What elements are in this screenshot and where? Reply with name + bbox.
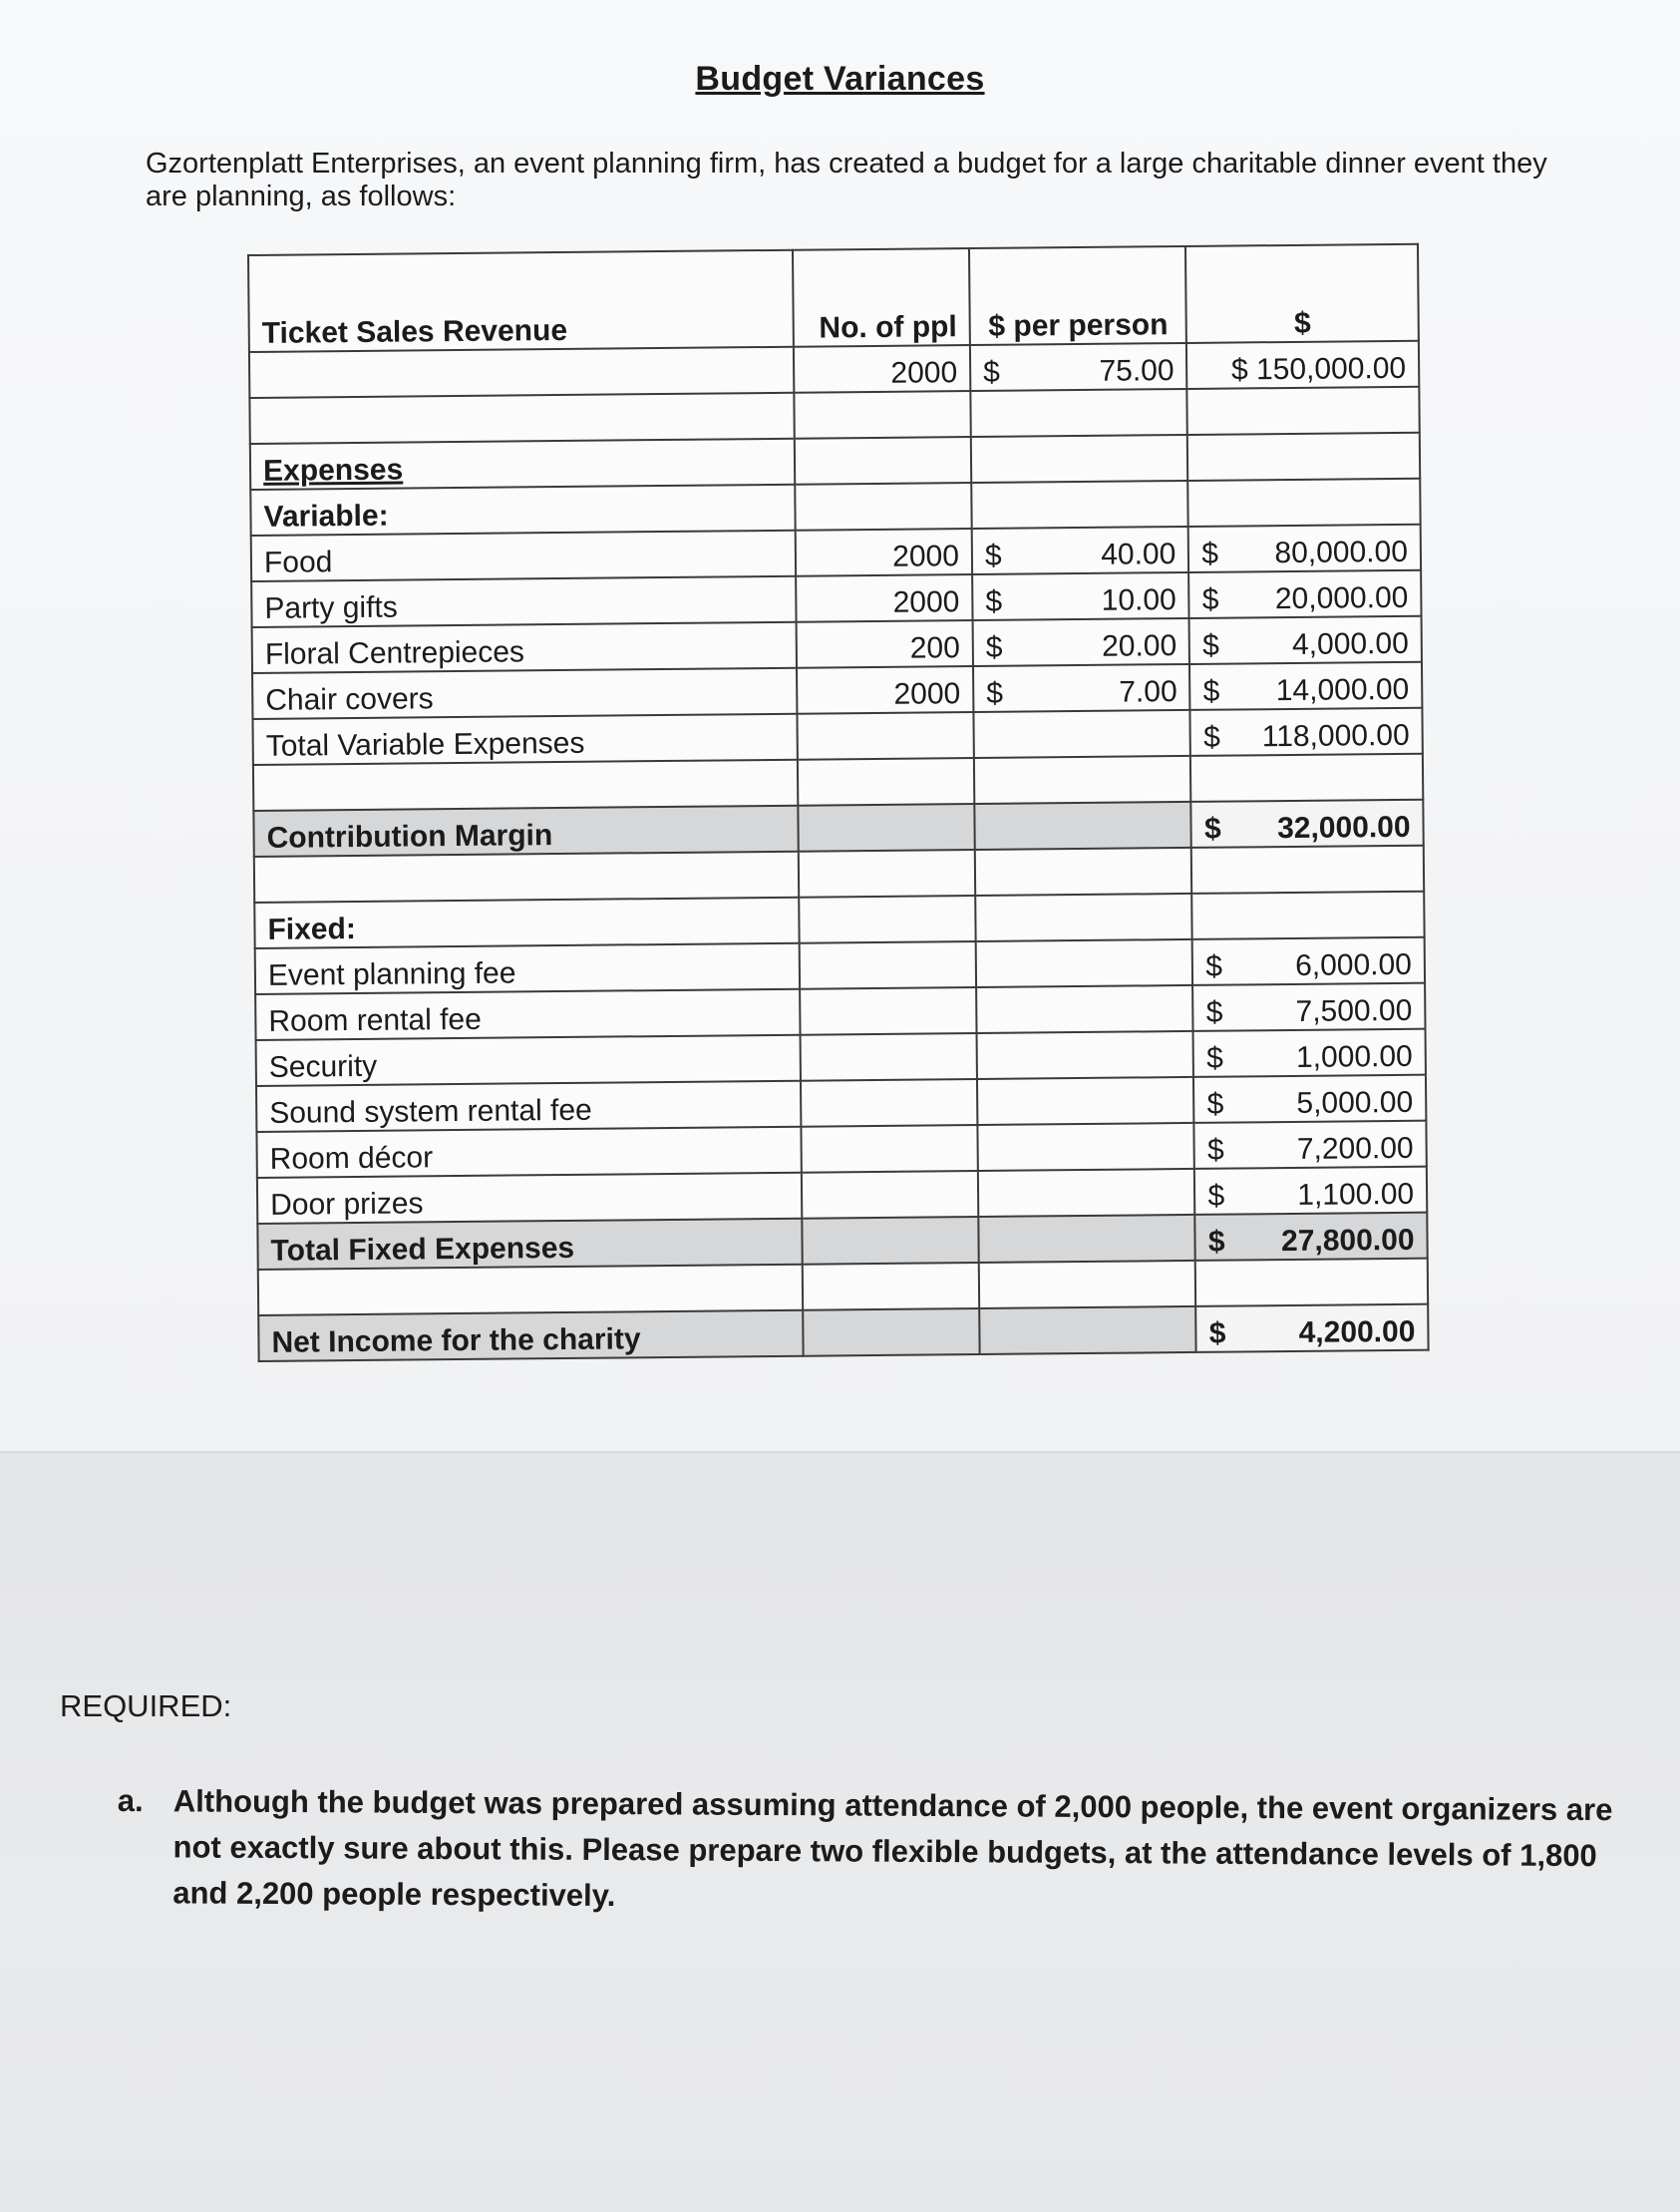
net-income-label: Net Income for the charity (258, 1310, 803, 1361)
row-label: Chair covers (252, 668, 797, 719)
row-qty: 200 (797, 620, 973, 668)
row-qty: 2000 (797, 666, 973, 714)
row-amount-symbol: $ (1206, 1041, 1224, 1075)
budget-table (247, 243, 1430, 1362)
variable-heading: Variable: (250, 485, 795, 536)
row-label: Party gifts (251, 576, 796, 627)
row-qty: 2000 (796, 574, 972, 622)
row-amount-symbol: $ (1202, 628, 1220, 662)
row-amount-symbol: $ (1202, 674, 1220, 708)
row-amount-symbol: $ (1206, 1133, 1224, 1167)
header-row (248, 244, 1419, 352)
row-rate: 10.00 (1101, 583, 1176, 617)
row-rate: 20.00 (1101, 629, 1177, 663)
net-income-row (258, 1304, 1428, 1361)
total-variable-label: Total Variable Expenses (252, 714, 797, 765)
contribution-margin-symbol: $ (1203, 812, 1221, 846)
revenue-spacer (249, 347, 794, 398)
revenue-rate: 75.00 (1099, 354, 1175, 388)
row-rate: 7.00 (1119, 675, 1177, 709)
total-variable-amount: 118,000.00 (1261, 718, 1410, 754)
row-amount-symbol: $ (1201, 582, 1219, 616)
expenses-heading: Expenses (250, 439, 795, 490)
row-rate-symbol: $ (985, 630, 1003, 664)
row-amount-symbol: $ (1205, 949, 1223, 983)
contribution-margin-amount: 32,000.00 (1276, 810, 1411, 846)
row-label: Event planning fee (255, 943, 800, 994)
net-income-symbol: $ (1208, 1316, 1226, 1350)
row-label: Room rental fee (255, 989, 800, 1040)
row-label: Floral Centrepieces (252, 622, 797, 673)
row-amount: 4,000.00 (1291, 626, 1409, 661)
question-a (117, 1778, 1623, 1925)
header-amount: $ (1185, 244, 1419, 343)
row-rate-symbol: $ (986, 676, 1004, 710)
revenue-label: Ticket Sales Revenue (248, 250, 794, 352)
row-label: Door prizes (257, 1173, 802, 1224)
row-qty: 2000 (796, 529, 972, 576)
row-label: Room décor (256, 1127, 801, 1178)
contribution-margin-label: Contribution Margin (253, 806, 798, 857)
fixed-heading: Fixed: (254, 898, 799, 948)
total-fixed-label: Total Fixed Expenses (257, 1219, 802, 1270)
row-label: Sound system rental fee (256, 1081, 801, 1132)
row-amount-symbol: $ (1206, 1087, 1224, 1121)
revenue-rate-cell (970, 343, 1187, 391)
row-amount: 5,000.00 (1296, 1085, 1414, 1120)
net-income-amount: 4,200.00 (1298, 1314, 1416, 1349)
required-label: REQUIRED: (60, 1688, 232, 1723)
question-a-marker: a. (117, 1782, 144, 1819)
row-amount: 7,200.00 (1296, 1131, 1414, 1166)
row-amount: 1,100.00 (1297, 1177, 1415, 1212)
row-amount-symbol: $ (1207, 1179, 1225, 1213)
row-label: Security (256, 1035, 801, 1086)
revenue-rate-symbol: $ (983, 355, 1001, 389)
total-variable-symbol: $ (1202, 720, 1220, 754)
revenue-total: $ 150,000.00 (1186, 341, 1419, 389)
row-amount-symbol: $ (1201, 537, 1219, 570)
row-amount: 1,000.00 (1295, 1039, 1413, 1074)
revenue-qty: 2000 (794, 345, 970, 393)
total-fixed-amount: 27,800.00 (1280, 1223, 1415, 1259)
row-amount: 6,000.00 (1294, 947, 1413, 982)
row-rate-symbol: $ (985, 584, 1003, 618)
page-title: Budget Variances (695, 60, 985, 98)
question-a-text: Although the budget was prepared assuming attendance of 2,000 people, the event organizers are not exactly sure about this. Please prepare two flexible budgets, at the attendance levels of 1,800 and 2,200 people respectively. (172, 1783, 1613, 1914)
total-fixed-symbol: $ (1207, 1225, 1225, 1259)
header-no-of-ppl: No. of ppl (793, 248, 970, 347)
row-amount-symbol: $ (1205, 995, 1223, 1029)
intro-paragraph: Gzortenplatt Enterprises, an event planning firm, has created a budget for a large charitable dinner event they are planning, as follows: (146, 148, 1547, 212)
row-amount: 14,000.00 (1275, 672, 1410, 708)
row-amount: 20,000.00 (1274, 580, 1409, 616)
row-rate-symbol: $ (984, 539, 1002, 572)
header-per-person: $ per person (969, 246, 1186, 345)
row-label: Food (251, 531, 796, 581)
row-rate: 40.00 (1101, 538, 1176, 571)
row-amount: 80,000.00 (1274, 535, 1409, 570)
row-amount: 7,500.00 (1295, 993, 1413, 1028)
